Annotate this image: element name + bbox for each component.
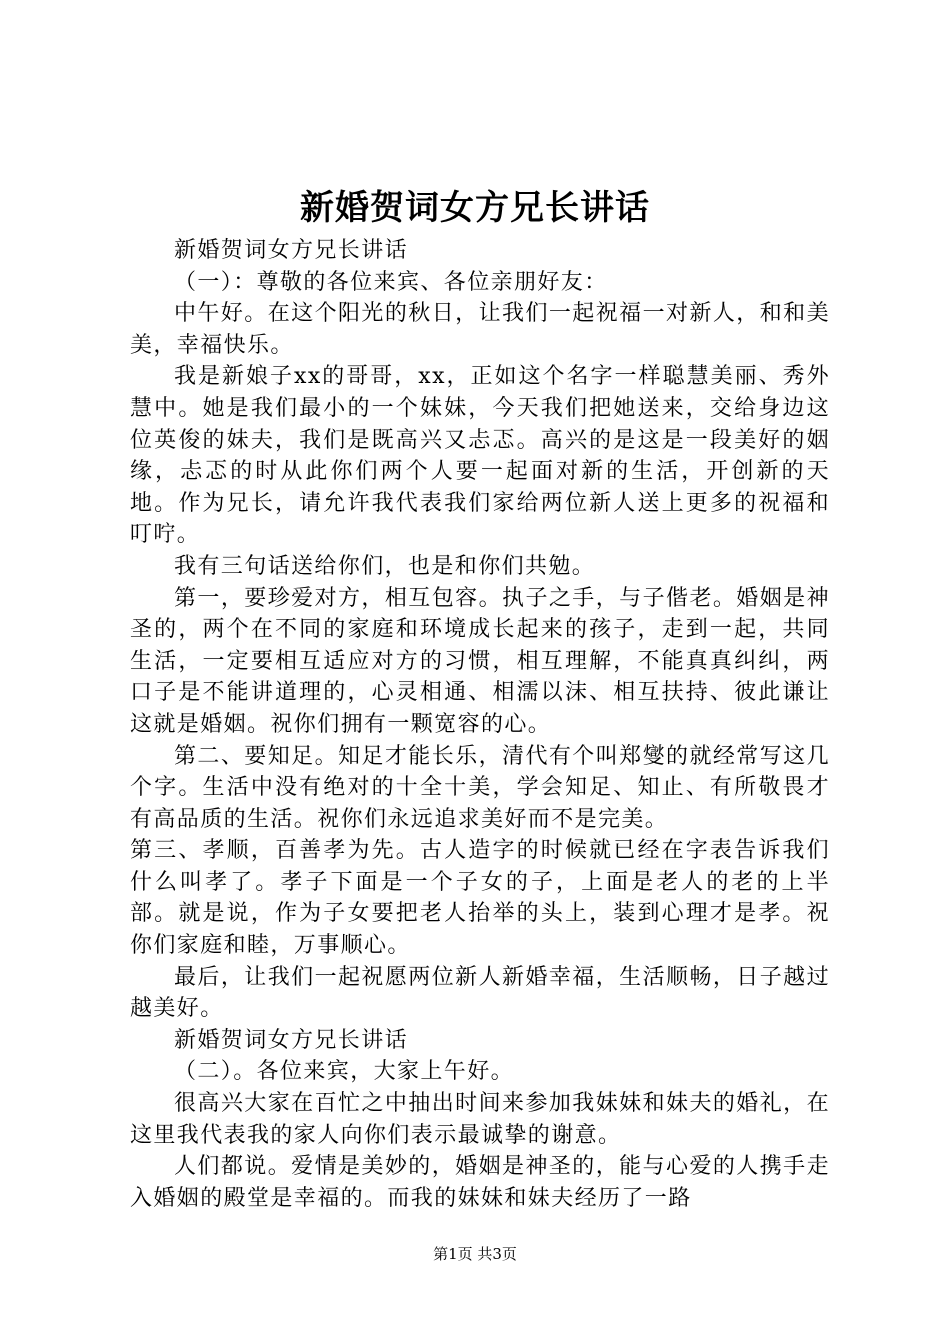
document-body xyxy=(130,235,830,1214)
paragraph-subtitle-2: 新婚贺词女方兄长讲话 xyxy=(174,1027,409,1053)
paragraph: 我有三句话送给你们，也是和你们共勉。 xyxy=(174,553,596,579)
paragraph: 最后，让我们一起祝愿两位新人新婚幸福，生活顺畅，日子越过越美好。 xyxy=(130,964,830,1022)
paragraph-greeting-2: （二）。各位来宾，大家上午好。 xyxy=(174,1059,515,1085)
paragraph-greeting-1: （一）：尊敬的各位来宾、各位亲朋好友： xyxy=(174,269,608,295)
paragraph: 第二、要知足。知足才能长乐，清代有个叫郑燮的就经常写这几个字。生活中没有绝对的十全十美，学会知足、知止、有所敬畏才有高品质的生活。祝你们永远追求美好而不是完美。 xyxy=(130,743,830,832)
paragraph: 第一，要珍爱对方，相互包容。执子之手，与子偕老。婚姻是神圣的，两个在不同的家庭和环境成长起来的孩子，走到一起，共同生活，一定要相互适应对方的习惯，相互理解，不能真真纠纠，两口子是不能讲道理的，心灵相通、相濡以沫、相互扶持、彼此谦让这就是婚姻。祝你们拥有一颗宽容的心。 xyxy=(130,585,830,737)
page-indicator: 第1页 共3页 xyxy=(433,1245,517,1263)
paragraph: 我是新娘子xx的哥哥，xx，正如这个名字一样聪慧美丽、秀外慧中。她是我们最小的一个妹妹，今天我们把她送来，交给身边这位英俊的妹夫，我们是既高兴又忐忑。高兴的是这是一段美好的姻缘，忐忑的时从此你们两个人要一起面对新的生活，开创新的天地。作为兄长，请允许我代表我们家给两位新人送上更多的祝福和叮咛。 xyxy=(130,364,830,548)
paragraph: 很高兴大家在百忙之中抽出时间来参加我妹妹和妹夫的婚礼，在这里我代表我的家人向你们表示最诚挚的谢意。 xyxy=(130,1091,830,1148)
paragraph: 第三、孝顺，百善孝为先。古人造字的时候就已经在字表告诉我们什么叫孝了。孝子下面是一个子女的子，上面是老人的老的上半部。就是说，作为子女要把老人抬举的头上，装到心理才是孝。祝你们家庭和睦，万事顺心。 xyxy=(130,838,830,959)
paragraph: 中午好。在这个阳光的秋日，让我们一起祝福一对新人，和和美美，幸福快乐。 xyxy=(130,301,830,358)
paragraph-subtitle-1: 新婚贺词女方兄长讲话 xyxy=(174,238,409,263)
document-title: 新婚贺词女方兄长讲话 xyxy=(300,188,650,228)
paragraph: 人们都说。爱情是美妙的，婚姻是神圣的，能与心爱的人携手走入婚姻的殿堂是幸福的。而我的妹妹和妹夫经历了一路 xyxy=(130,1154,830,1211)
